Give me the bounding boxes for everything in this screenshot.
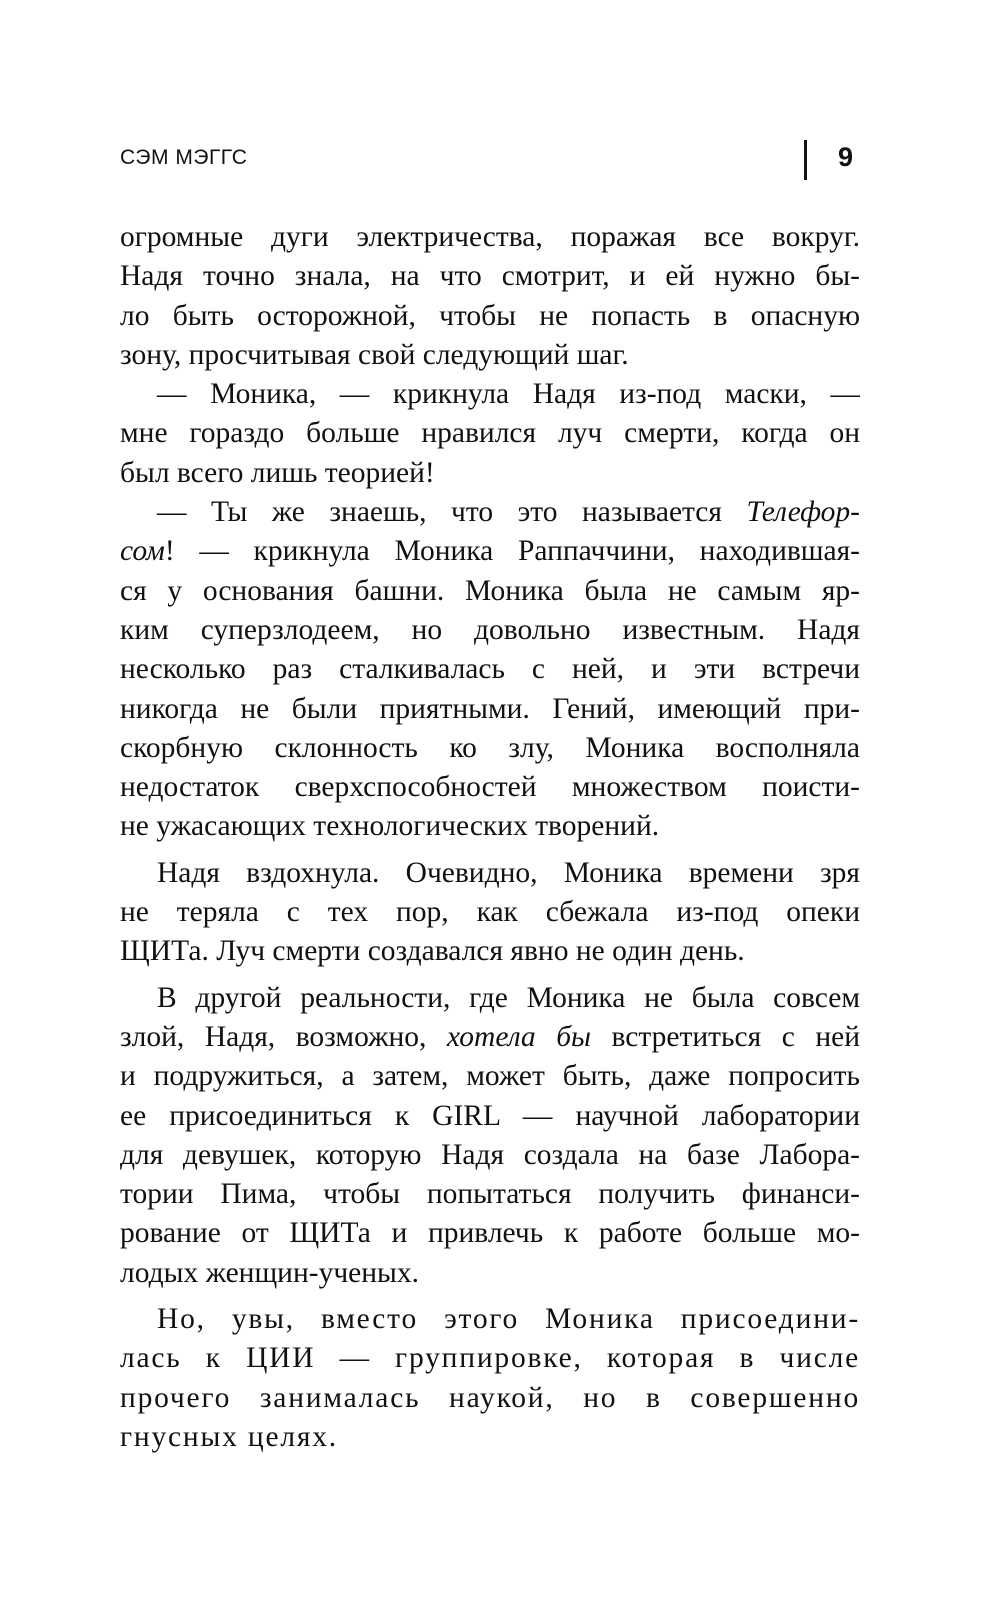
text-run: огромные дуги электричества, поражая все вокруг. (120, 221, 860, 253)
paragraph (120, 493, 860, 847)
text-run: был всего лишь теорией! (120, 456, 435, 489)
header-divider (804, 140, 807, 180)
text-line (120, 893, 860, 932)
text-line (120, 611, 860, 650)
text-run: Надя точно знала, на что смотрит, и ей нужно бы- (120, 260, 860, 293)
italic-text: хотела бы (446, 1020, 592, 1053)
text-line (120, 854, 860, 893)
text-line (120, 650, 860, 689)
text-run: зону, просчитывая свой следующий шаг. (120, 338, 629, 371)
body-text (120, 218, 860, 1457)
text-run: ся у основания башни. Моника была не самым яр- (120, 574, 860, 607)
text-run: встретиться с ней (591, 1020, 860, 1053)
text-line (120, 218, 860, 257)
text-run: ! — крикнула Моника Раппаччини, находившая- (164, 535, 860, 568)
text-line (120, 1175, 860, 1214)
text-run: для девушек, которую Надя создала на базе Лабора- (120, 1138, 860, 1171)
italic-text: Телефор- (746, 496, 860, 529)
text-line (120, 729, 860, 768)
text-run: скорбную склонность ко злу, Моника восполняла (120, 731, 860, 764)
text-run: не ужасающих технологических творений. (120, 810, 660, 843)
text-run: не теряла с тех пор, как сбежала из-под опеки (120, 896, 860, 929)
text-run: Но, увы, вместо этого Моника присоедини- (157, 1303, 860, 1336)
text-run: — Ты же знаешь, что это называется (157, 496, 747, 529)
text-line (120, 414, 860, 453)
text-run: прочего занималась наукой, но в совершенно (120, 1381, 860, 1414)
paragraph (120, 375, 860, 493)
text-run: несколько раз сталкивалась с ней, и эти встречи (120, 653, 860, 686)
text-line (120, 1018, 860, 1057)
running-header-author: СЭМ МЭГГС (120, 146, 248, 169)
paragraph (120, 979, 860, 1293)
text-line (120, 1254, 860, 1293)
text-run: никогда не были приятными. Гений, имеющий при- (120, 692, 860, 725)
text-run: ЩИТа. Луч смерти создавался явно не один день. (120, 935, 745, 968)
text-line (120, 493, 860, 532)
text-line (120, 1057, 860, 1096)
paragraph-gap (120, 847, 860, 854)
text-line (120, 979, 860, 1018)
text-run: гнусных целях. (120, 1420, 338, 1453)
text-line (120, 297, 860, 336)
text-run: недостаток сверхспособностей множеством поисти- (120, 771, 860, 804)
running-header (120, 140, 860, 184)
text-run: рование от ЩИТа и привлечь к работе больше мо- (120, 1217, 860, 1250)
text-line (120, 690, 860, 729)
paragraph-gap (120, 1293, 860, 1300)
text-line (120, 807, 860, 846)
text-line (120, 1214, 860, 1253)
text-line (120, 257, 860, 296)
paragraph (120, 1300, 860, 1457)
paragraph (120, 854, 860, 972)
text-line (120, 1136, 860, 1175)
text-run: Надя вздохнула. Очевидно, Моника времени зря (157, 856, 860, 889)
text-run: — Моника, — крикнула Надя из-под маски, — (157, 378, 860, 411)
text-line (120, 1339, 860, 1378)
italic-text: сом (120, 535, 165, 568)
text-line (120, 532, 860, 571)
text-line (120, 375, 860, 414)
text-run: лась к ЦИИ — группировке, которая в числе (120, 1342, 860, 1375)
text-run: В другой реальности, где Моника не была совсем (157, 981, 860, 1014)
text-run: лодых женщин-ученых. (120, 1256, 419, 1289)
text-line (120, 1379, 860, 1418)
text-line (120, 932, 860, 971)
text-line (120, 1097, 860, 1136)
paragraph (120, 218, 860, 375)
text-line (120, 336, 860, 375)
paragraph-gap (120, 972, 860, 979)
text-line (120, 1418, 860, 1457)
text-line (120, 572, 860, 611)
text-line (120, 768, 860, 807)
text-run: ее присоединиться к GIRL — научной лаборатории (120, 1099, 860, 1132)
text-line (120, 454, 860, 493)
text-run: ло быть осторожной, чтобы не попасть в опасную (120, 299, 860, 332)
text-run: тории Пима, чтобы попытаться получить финанси- (120, 1178, 860, 1211)
text-line (120, 1300, 860, 1339)
text-run: и подружиться, а затем, может быть, даже попросить (120, 1060, 860, 1093)
text-run: ким суперзлодеем, но довольно известным. Надя (120, 613, 860, 646)
page-number: 9 (838, 142, 854, 172)
text-run: злой, Надя, возможно, (120, 1020, 447, 1053)
text-run: мне гораздо больше нравился луч смерти, когда он (120, 417, 860, 450)
